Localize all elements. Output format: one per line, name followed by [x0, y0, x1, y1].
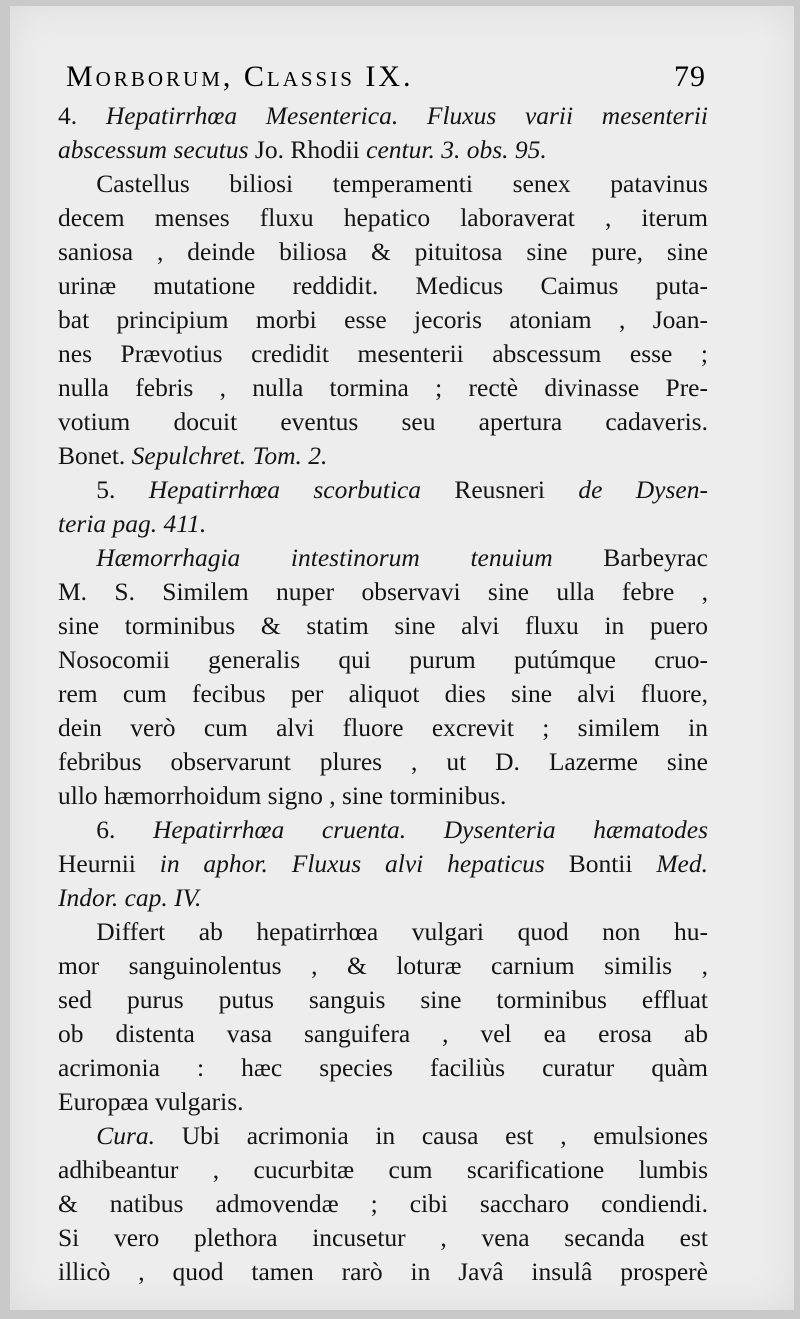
roman-text: Differt ab hepatirrhœa vulgari quod non hu- — [58, 917, 708, 946]
text-line — [58, 237, 708, 271]
roman-text: Jo. Rhodii — [254, 135, 367, 164]
italic-text: centur. 3. obs. 95. — [366, 135, 547, 164]
roman-text: Bontii — [568, 849, 657, 878]
roman-text: ob distenta vasa sanguifera , vel ea erosa ab — [58, 1019, 708, 1048]
italic-text: de Dysen- — [578, 475, 708, 504]
running-title: Morborum, Classis IX. — [66, 60, 414, 93]
roman-text: sine torminibus & statim sine alvi fluxu in puero — [58, 611, 708, 640]
roman-text: saniosa , deinde biliosa & pituitosa sine pure, sine — [58, 237, 708, 266]
roman-text: ullo hæmorrhoidum signo , sine torminibus. — [58, 781, 507, 810]
italic-text: Hepatirrhœa scorbutica — [148, 475, 455, 504]
running-head — [66, 60, 706, 100]
roman-text: Ubi acrimonia in causa est , emulsiones — [181, 1121, 708, 1150]
roman-text: Si vero plethora incusetur , vena secanda est — [58, 1223, 708, 1252]
roman-text: dein verò cum alvi fluore excrevit ; similem in — [58, 713, 708, 742]
text-line — [58, 543, 708, 577]
page-number: 79 — [674, 60, 706, 93]
text-line — [58, 441, 708, 475]
italic-text: Indor. cap. IV. — [58, 883, 202, 912]
roman-text: nulla febris , nulla tormina ; rectè divinasse Pre- — [58, 373, 708, 402]
text-line — [58, 475, 708, 509]
roman-text: Nosocomii generalis qui purum putúmque cruo- — [58, 645, 708, 674]
italic-text: Hepatirrhœa cruenta. Dysenteria hæmatodes — [152, 815, 708, 844]
text-line — [58, 203, 708, 237]
italic-text: in aphor. Fluxus alvi hepaticus — [159, 849, 569, 878]
roman-text: nes Prævotius credidit mesenterii abscessum esse ; — [58, 339, 708, 368]
roman-text: Barbeyrac — [603, 543, 708, 572]
roman-text: decem menses fluxu hepatico laboraverat , iterum — [58, 203, 708, 232]
text-line — [58, 1223, 708, 1257]
text-line — [58, 611, 708, 645]
italic-text: Sepulchret. Tom. 2. — [131, 441, 328, 470]
text-line — [58, 169, 708, 203]
italic-text: Hæmorrhagia intestinorum tenuium — [58, 543, 604, 572]
text-line — [58, 1189, 708, 1223]
roman-text: urinæ mutatione reddidit. Medicus Caimus puta- — [58, 271, 708, 300]
roman-text: M. S. Similem nuper observavi sine ulla febre , — [58, 577, 708, 606]
roman-text: illicò , quod tamen rarò in Javâ insulâ prosperè — [58, 1257, 708, 1286]
text-line — [58, 305, 708, 339]
text-line — [58, 339, 708, 373]
text-line — [58, 951, 708, 985]
text-line — [58, 781, 708, 815]
text-line — [58, 747, 708, 781]
text-line — [58, 849, 708, 883]
roman-text: 4. — [58, 101, 106, 130]
text-line — [58, 407, 708, 441]
text-line — [58, 1155, 708, 1189]
italic-text: Cura. — [58, 1121, 182, 1150]
text-line — [58, 1087, 708, 1121]
text-line — [58, 577, 708, 611]
text-line — [58, 1019, 708, 1053]
italic-text: teria pag. 411. — [58, 509, 207, 538]
roman-text: rem cum fecibus per aliquot dies sine alvi fluore, — [58, 679, 708, 708]
text-line — [58, 985, 708, 1019]
text-line — [58, 679, 708, 713]
roman-text: 5. — [58, 475, 149, 504]
roman-text: adhibeantur , cucurbitæ cum scarificatione lumbis — [58, 1155, 708, 1184]
roman-text: febribus observarunt plures , ut D. Lazerme sine — [58, 747, 708, 776]
roman-text: Heurnii — [58, 849, 160, 878]
roman-text: Reusneri — [454, 475, 579, 504]
text-line — [58, 917, 708, 951]
text-line — [58, 713, 708, 747]
roman-text: 6. — [58, 815, 153, 844]
roman-text: votium docuit eventus seu apertura cadaveris. — [58, 407, 708, 436]
text-line — [58, 815, 708, 849]
roman-text: acrimonia : hæc species faciliùs curatur quàm — [58, 1053, 708, 1082]
roman-text: bat principium morbi esse jecoris atoniam , Joan- — [58, 305, 708, 334]
roman-text: & natibus admovendæ ; cibi saccharo condiendi. — [58, 1189, 708, 1218]
roman-text: Castellus biliosi temperamenti senex patavinus — [58, 169, 708, 198]
book-page — [10, 6, 794, 1310]
text-line — [58, 271, 708, 305]
text-line — [58, 883, 708, 917]
roman-text: sed purus putus sanguis sine torminibus effluat — [58, 985, 708, 1014]
text-line — [58, 135, 708, 169]
text-line — [58, 1053, 708, 1087]
italic-text: abscessum secutus — [58, 135, 255, 164]
italic-text: Med. — [656, 849, 708, 878]
roman-text: Bonet. — [58, 441, 132, 470]
text-line — [58, 373, 708, 407]
text-line — [58, 1257, 708, 1291]
italic-text: Hepatirrhœa Mesenterica. Fluxus varii mesenterii — [105, 101, 709, 130]
roman-text: mor sanguinolentus , & loturæ carnium similis , — [58, 951, 708, 980]
text-line — [58, 509, 708, 543]
text-line — [58, 1121, 708, 1155]
text-line — [58, 645, 708, 679]
roman-text: Europæa vulgaris. — [58, 1087, 244, 1116]
text-line — [58, 101, 708, 135]
